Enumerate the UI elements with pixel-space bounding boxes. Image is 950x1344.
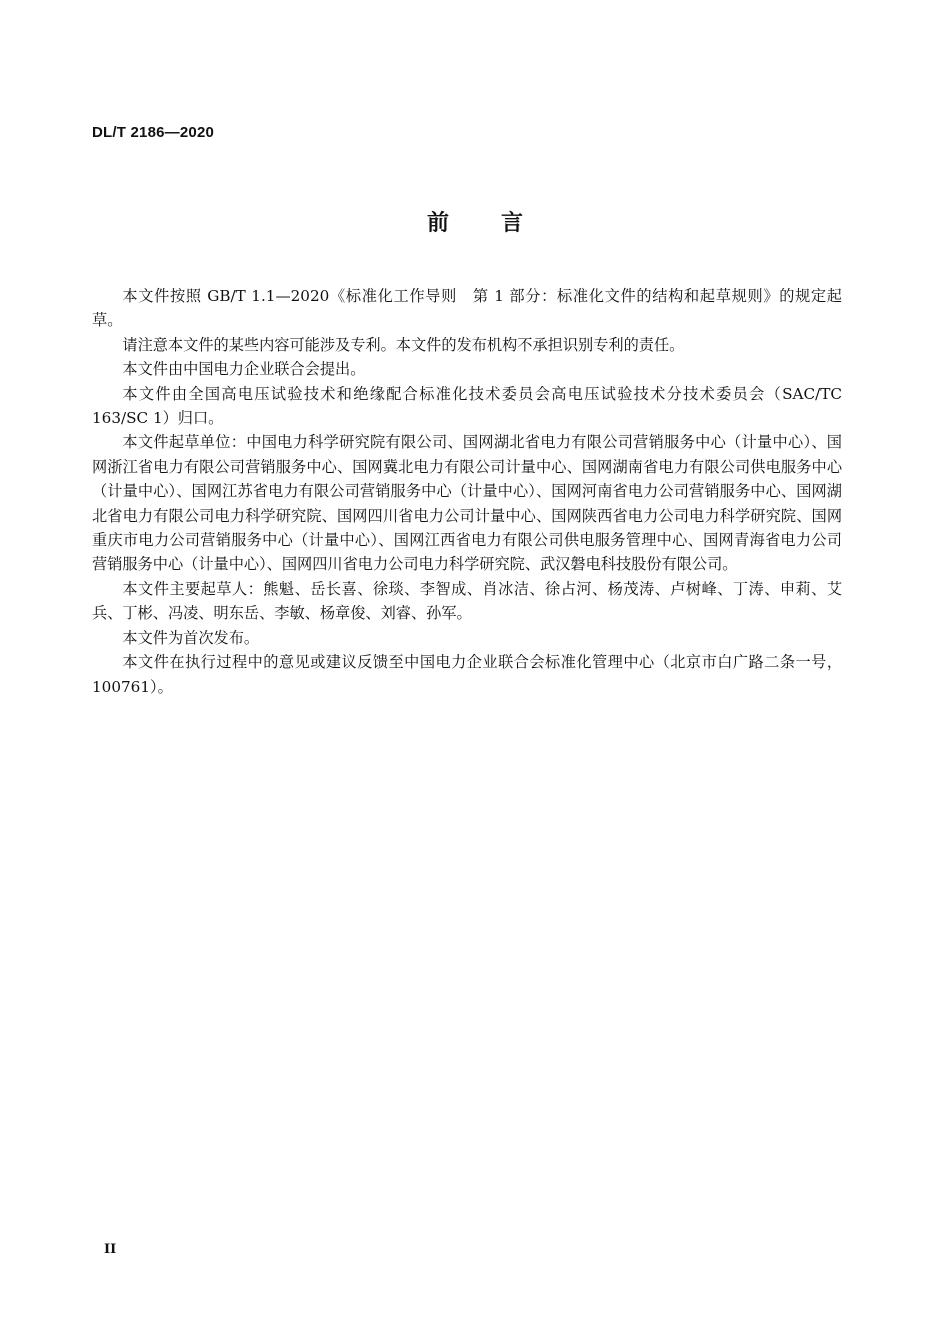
title-char-1: 前 [426,211,449,236]
paragraph-drafting-rules: 本文件按照 GB/T 1.1—2020《标准化工作导则 第 1 部分：标准化文件的结构和起草规则》的规定起草。 [92,287,842,330]
paragraph-proposer: 本文件由中国电力企业联合会提出。 [122,360,366,379]
page-title [0,206,950,237]
paragraph-technical-committee: 本文件由全国高电压试验技术和绝缘配合标准化技术委员会高电压试验技术分技术委员会（SAC/TC 163/SC 1）归口。 [92,384,842,428]
standard-code: DL/T 2186—2020 [92,124,215,141]
paragraph-feedback: 本文件在执行过程中的意见或建议反馈至中国电力企业联合会标准化管理中心（北京市白广路二条一号，100761）。 [92,653,842,696]
paragraph-drafters: 本文件主要起草人：熊魁、岳长喜、徐琰、李智成、肖冰洁、徐占河、杨茂涛、卢树峰、丁涛、申莉、艾兵、丁彬、冯凌、明东岳、李敏、杨章俊、刘睿、孙军。 [92,579,842,623]
paragraph-drafting-units: 本文件起草单位：中国电力科学研究院有限公司、国网湖北省电力有限公司营销服务中心（计量中心）、国网浙江省电力有限公司营销服务中心、国网冀北电力有限公司计量中心、国网湖南省电力有限公司供电服务中心（计量中心）、国网江苏省电力有限公司营销服务中心（计量中心）、国网河南省电力公司营销服务中心、国网湖北省电力有限公司电力科学研究院、国网四川省电力公司计量中心、国网陕西省电力公司电力科学研究院、国网重庆市电力公司营销服务中心（计量中心）、国网江西省电力有限公司供电服务管理中心、国网青海省电力公司营销服务中心（计量中心）、国网四川省电力公司电力科学研究院、武汉磐电科技股份有限公司。 [92,433,842,574]
foreword-body [92,284,842,699]
paragraph-first-release: 本文件为首次发布。 [122,628,260,647]
paragraph-patent-notice: 请注意本文件的某些内容可能涉及专利。本文件的发布机构不承担识别专利的责任。 [122,335,685,354]
page-number: II [104,1242,117,1257]
title-char-2: 言 [501,211,524,236]
